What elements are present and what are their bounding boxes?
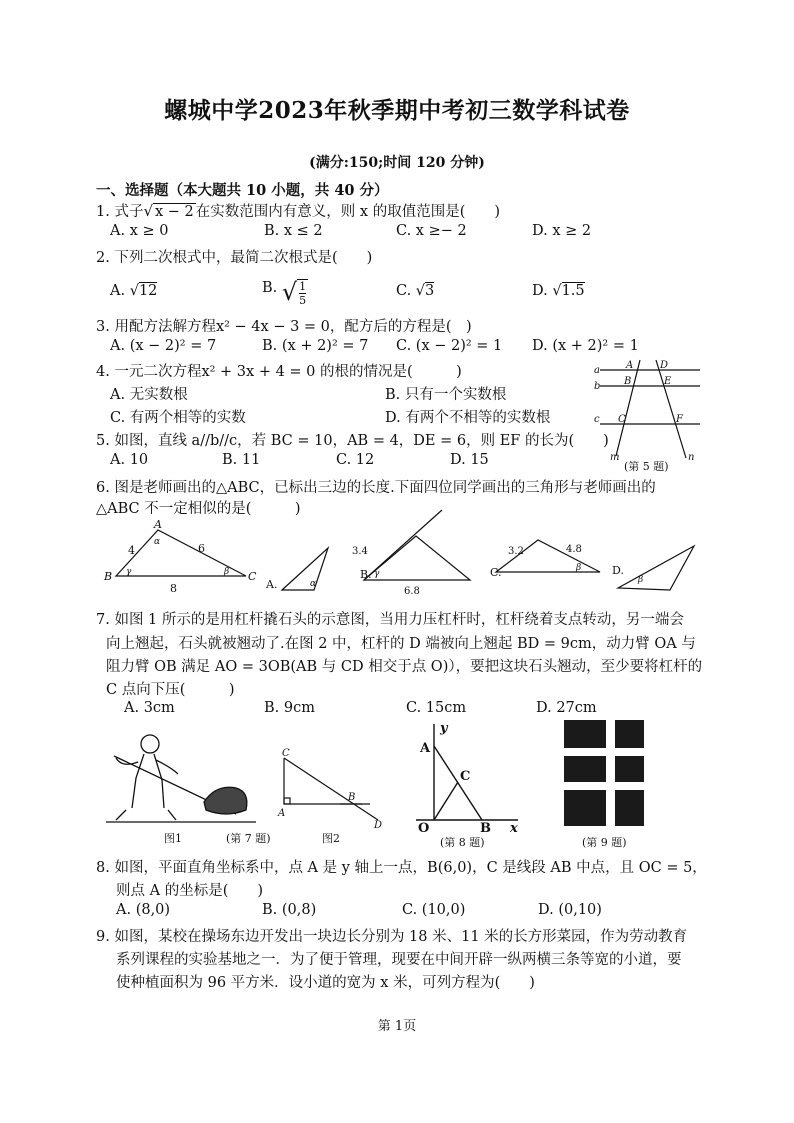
q6-side-4: 4 [128, 544, 135, 557]
q2-option-b [262, 278, 308, 307]
q7-option-a: A. 3cm [124, 700, 175, 716]
q6-option-c-label: C. [490, 566, 502, 579]
question-7-line2: 向上翘起，石头就被翘动了.在图 2 中，杠杆的 D 端被向上翘起 BD = 9cm，动力臂 OA 与 [106, 636, 696, 652]
q6-option-d-label: D. [612, 564, 624, 577]
q2-a-label: A. [110, 283, 126, 299]
q7-label-B: B [348, 792, 356, 803]
q1-radicand: x − 2 [155, 204, 194, 220]
question-9-line3: 使种植面积为 96 平方米．设小道的宽为 x 米，可列方程为( ) [116, 975, 535, 991]
q4-option-d: D. 有两个不相等的实数根 [385, 410, 551, 426]
q5-label-A: A [626, 360, 634, 371]
q2-d-radical: √ [552, 283, 562, 299]
q7-option-c: C. 15cm [406, 700, 467, 716]
q3-option-a: A. (x − 2)² = 7 [110, 338, 217, 354]
q6-option-b-label: B. [360, 568, 372, 581]
q2-b-label: B. [262, 280, 278, 296]
q2-option-c [396, 283, 434, 299]
question-7-line1: 7. 如图 1 所示的是用杠杆撬石头的示意图，当用力压杠杆时，杠杆绕着支点转动，另一端会 [96, 612, 684, 628]
section-heading: 一、选择题（本大题共 10 小题，共 40 分） [96, 182, 389, 199]
q8-axis-y: y [440, 721, 448, 736]
q2-b-fraction [297, 279, 308, 307]
q6-label-C: C [248, 570, 257, 583]
q5-option-d: D. 15 [450, 452, 489, 468]
q8-label-C: C [460, 769, 471, 784]
q4-option-b: B. 只有一个实数根 [385, 387, 507, 403]
q8-label-A: A [420, 741, 431, 756]
question-8-line1: 8. 如图，平面直角坐标系中，点 A 是 y 轴上一点，B(6,0)，C 是线段 AB 中点，且 OC = 5， [96, 860, 707, 876]
q2-c-label: C. [396, 283, 412, 299]
question-7-line3: 阻力臂 OB 满足 AO = 3OB(AB 与 CD 相交于点 O)），要把这块石头翘动，至少要将杠杆的 [106, 659, 703, 675]
q6-side-6: 6 [198, 542, 205, 555]
q6-side-8: 8 [170, 582, 177, 595]
q8-caption: (第 8 题) [440, 836, 485, 849]
q8-axis-x: x [510, 821, 518, 836]
question-5: 5. 如图，直线 a//b//c，若 BC = 10，AB = 4，DE = 6，则 EF 的长为( ) [96, 433, 609, 449]
q9-figure [562, 718, 648, 830]
q4-option-a: A. 无实数根 [110, 387, 188, 403]
question-8-line2: 则点 A 的坐标是( ) [116, 883, 264, 899]
q5-label-E: E [664, 376, 672, 387]
question-9-line1: 9. 如图，某校在操场东边开发出一块边长分别为 18 米、11 米的长方形菜园，作为劳动教育 [96, 929, 688, 945]
q5-caption: (第 5 题) [624, 460, 669, 473]
q7-label-A: A [278, 808, 286, 819]
q6-gamma: γ [126, 567, 132, 577]
q6-beta: β [224, 567, 230, 577]
page-number: 第 1页 [377, 1019, 417, 1034]
exam-info: (满分:150;时间 120 分钟) [309, 155, 485, 171]
q2-d-value: 1.5 [561, 283, 585, 299]
q2-c-radical: √ [415, 283, 426, 299]
question-1 [96, 200, 500, 221]
q5-figure [592, 356, 702, 472]
q1-radical: √ [143, 202, 154, 220]
q8-option-c: C. (10,0) [402, 902, 466, 918]
q8-label-O: O [418, 821, 430, 836]
q2-d-label: D. [532, 283, 548, 299]
q8-option-b: B. (0,8) [262, 902, 317, 918]
q1-option-b: B. x ≤ 2 [264, 223, 323, 239]
q6-c-side1: 3.2 [508, 546, 524, 557]
question-6-line1: 6. 图是老师画出的△ABC，已标出三边的长度.下面四位同学画出的三角形与老师画出的 [96, 480, 656, 496]
q5-label-C: C [618, 414, 626, 425]
q6-b-side: 3.4 [352, 546, 368, 557]
q7-option-b: B. 9cm [264, 700, 315, 716]
q6-label-B: B [104, 570, 113, 583]
q2-b-denominator: 5 [299, 294, 307, 307]
q7-figure-2 [270, 746, 390, 830]
q3-option-b: B. (x + 2)² = 7 [262, 338, 369, 354]
q2-b-radical: √ [281, 278, 298, 306]
q5-label-n: n [688, 452, 695, 463]
q5-option-a: A. 10 [110, 452, 149, 468]
q7-option-d: D. 27cm [536, 700, 597, 716]
q8-figure [402, 720, 526, 836]
q7-caption: (第 7 题) [226, 832, 271, 845]
q6-a-alpha: α [310, 579, 317, 589]
question-6-line2: △ABC 不一定相似的是( ) [96, 501, 301, 517]
q7-figure-1 [106, 728, 256, 828]
q5-label-m: m [610, 452, 620, 463]
q5-label-a: a [594, 365, 600, 376]
question-4: 4. 一元二次方程x² + 3x + 4 = 0 的根的情况是( ) [96, 364, 462, 380]
q1-stem-end: 在实数范围内有意义，则 x 的取值范围是( ) [195, 204, 501, 220]
q1-option-d: D. x ≥ 2 [532, 223, 592, 239]
question-2: 2. 下列二次根式中，最简二次根式是( ) [96, 250, 373, 266]
q6-c-beta: β [576, 563, 582, 573]
q2-option-a [110, 283, 157, 299]
q2-a-radical: √ [129, 283, 139, 299]
q6-d-beta: β [638, 575, 644, 585]
q5-label-b: b [594, 381, 601, 392]
q1-stem-start: 1. 式子 [96, 204, 144, 220]
q7-label-C: C [282, 748, 290, 759]
q8-option-a: A. (8,0) [116, 902, 171, 918]
q6-b-gamma: γ [374, 569, 380, 579]
q2-option-d [532, 283, 585, 299]
q6-figures [98, 508, 708, 600]
q6-c-side2: 4.8 [566, 544, 582, 555]
q2-b-numerator: 1 [299, 280, 307, 293]
q7-fig1-label: 图1 [164, 832, 182, 845]
q5-label-B: B [624, 376, 632, 387]
q4-option-c: C. 有两个相等的实数 [110, 410, 246, 426]
q7-label-D: D [374, 820, 383, 831]
q1-option-c: C. x ≥− 2 [396, 223, 467, 239]
q5-label-D: D [660, 360, 669, 371]
q5-option-c: C. 12 [336, 452, 375, 468]
question-7-line4: C 点向下压( ) [106, 682, 235, 698]
q8-label-B: B [480, 821, 491, 836]
q2-c-value: 3 [425, 283, 435, 299]
q9-caption: (第 9 题) [582, 836, 627, 849]
q5-label-F: F [676, 414, 683, 425]
q5-label-c: c [594, 414, 600, 425]
q6-b-base: 6.8 [404, 586, 420, 597]
question-3: 3. 用配方法解方程x² − 4x − 3 = 0，配方后的方程是( ) [96, 319, 472, 335]
q8-option-d: D. (0,10) [538, 902, 602, 918]
page-title: 螺城中学2023年秋季期中考初三数学科试卷 [164, 97, 630, 124]
q3-option-c: C. (x − 2)² = 1 [396, 338, 503, 354]
q6-label-A: A [154, 518, 162, 531]
q3-option-d: D. (x + 2)² = 1 [532, 338, 639, 354]
q7-fig2-label: 图2 [322, 832, 340, 845]
q6-alpha: α [154, 537, 161, 547]
q5-option-b: B. 11 [222, 452, 261, 468]
q6-option-a-label: A. [266, 578, 278, 591]
q1-option-a: A. x ≥ 0 [110, 223, 169, 239]
question-9-line2: 系列课程的实验基地之一．为了便于管理，现要在中间开辟一纵两横三条等宽的小道，要 [116, 952, 682, 968]
q2-a-value: 12 [138, 283, 158, 299]
